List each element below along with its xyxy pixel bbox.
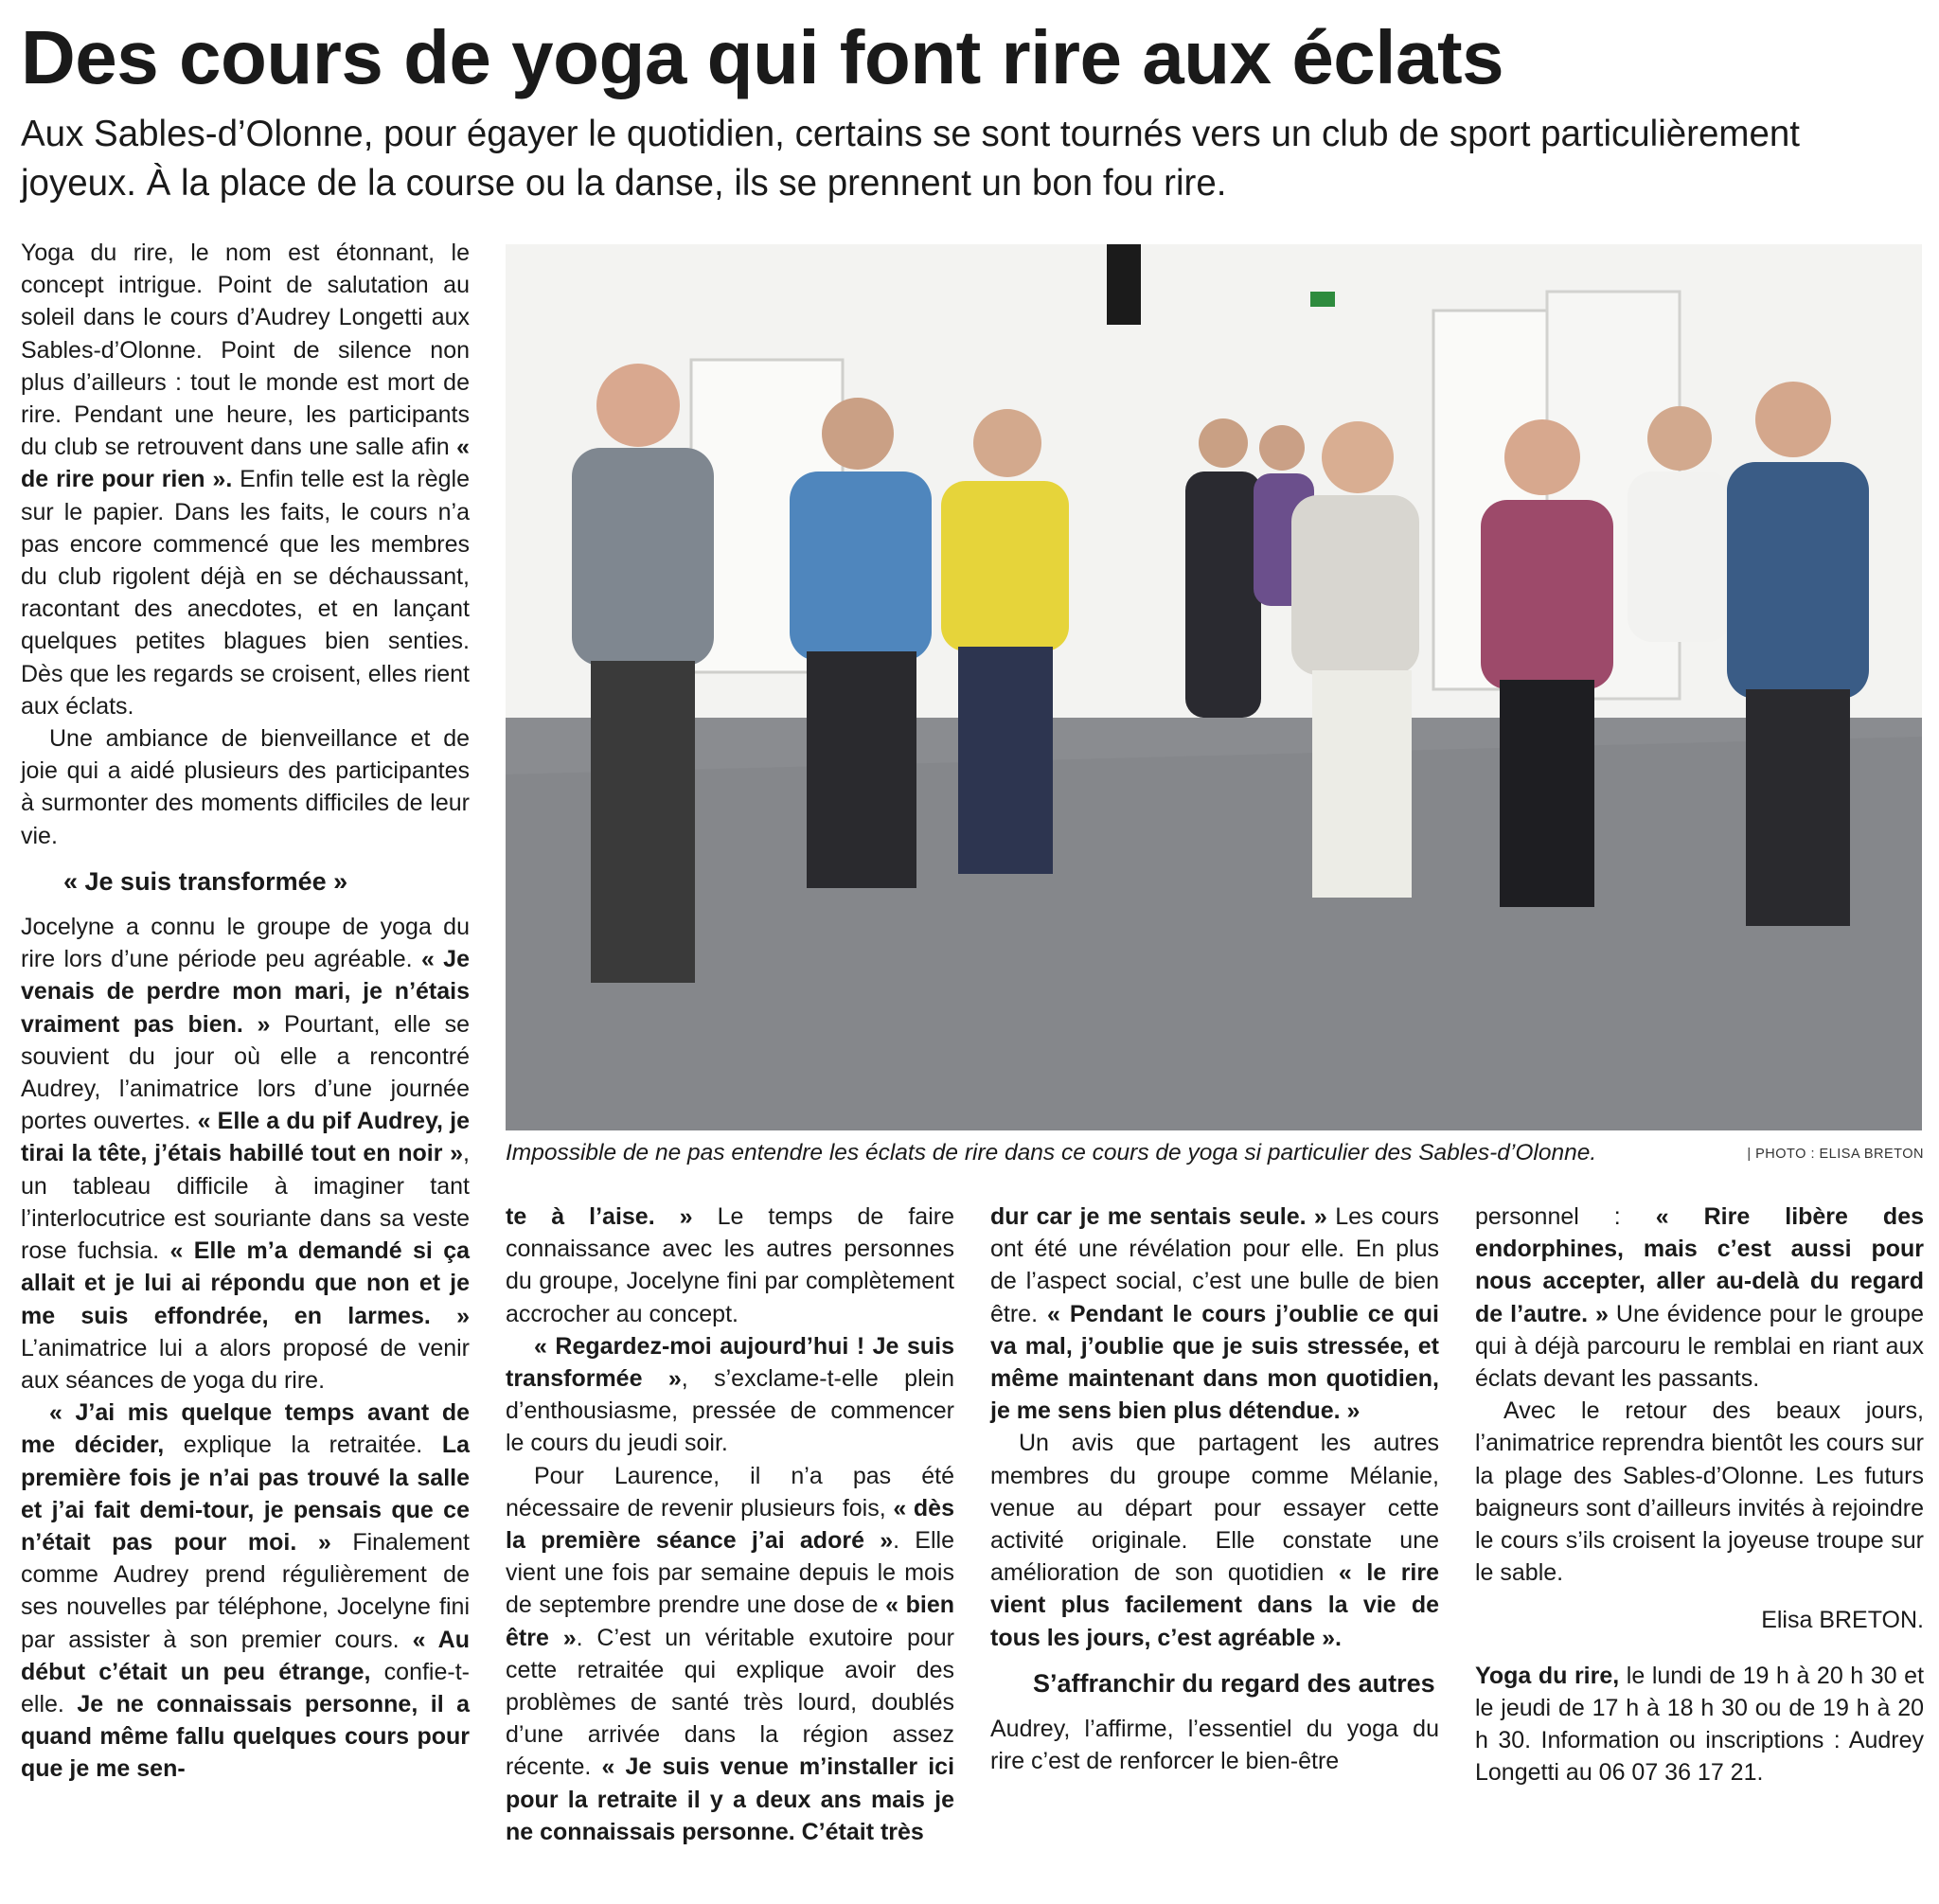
paragraph: personnel : « Rire libère des endorphines, mais c’est aussi pour nous accepter, aller au-delà du regard de l’autre. » Une évidence pour le groupe qui à déjà parcouru le remblai en riant aux éclats devant les passants. bbox=[1475, 1203, 1925, 1393]
paragraph: Pour Laurence, il n’a pas été nécessaire de revenir plusieurs fois, « dès la première séance j’ai adoré ». Elle vient une fois par semaine depuis le mois de septembre prendre une dose de « bien être ». C’est un véritable exutoire pour cette retraitée qui explique avoir des problèmes de santé très lourd, doublés d’une arrivée dans la région assez récente. « Je suis venue m’installer ici pour la retraite il y a deux ans mais je ne connaissais personne. C’était très bbox=[506, 1462, 955, 1845]
paragraph: Audrey, l’affirme, l’essentiel du yoga du rire c’est de renforcer le bien-être bbox=[990, 1716, 1439, 1775]
paragraph: « Regardez-moi aujourd’hui ! Je suis transformée », s’exclame-t-elle plein d’enthousiasme, pressée de commencer le cours du jeudi soir. bbox=[506, 1332, 954, 1457]
article-column-3 bbox=[990, 1201, 1439, 1777]
practical-info: Yoga du rire, le lundi de 19 h à 20 h 30 et le jeudi de 17 h à 18 h 30 ou de 19 h à 20 h 30. Information ou inscriptions : Audrey Longetti au 06 07 36 17 21. bbox=[1475, 1662, 1925, 1787]
paragraph: te à l’aise. » Le temps de faire connaissance avec les autres personnes du groupe, Jocelyne fini par complètement accrocher au concept. bbox=[506, 1203, 954, 1327]
article-column-2 bbox=[506, 1201, 954, 1848]
headline: Des cours de yoga qui font rire aux éclats bbox=[21, 15, 1504, 99]
article-column-4 bbox=[1475, 1201, 1924, 1788]
paragraph: « J’ai mis quelque temps avant de me décider, explique la retraitée. La première fois je n’ai pas trouvé la salle et j’ai fait demi-tour, je pensais que ce n’était pas pour moi. » Finalement comme Audrey prend régulièrement de ses nouvelles par téléphone, Jocelyne fini par assister à son premier cours. « Au début c’était un peu étrange, confie-t-elle. Je ne connaissais personne, il a quand même fallu quelques cours pour que je me sen- bbox=[21, 1399, 470, 1783]
paragraph: Une ambiance de bienveillance et de joie qui a aidé plusieurs des participantes à surmonter des moments difficiles de leur vie. bbox=[21, 725, 470, 849]
photo-caption: Impossible de ne pas entendre les éclats de rire dans ce cours de yoga si particulier des Sables-d’Olonne. bbox=[506, 1140, 1597, 1166]
lede-paragraph: Aux Sables-d’Olonne, pour égayer le quotidien, certains se sont tournés vers un club de sport particulièrement joyeux. À la place de la course ou la danse, ils se prennent un bon fou rire. bbox=[21, 114, 1800, 204]
subheading: « Je suis transformée » bbox=[63, 866, 348, 896]
subheading: S’affranchir du regard des autres bbox=[1033, 1668, 1435, 1698]
paragraph: Un avis que partagent les autres membres du groupe comme Mélanie, venue au départ pour essayer cette activité originale. Elle constate une amélioration de son quotidien « le rire vient plus facilement dans la vie de tous les jours, c’est agréable ». bbox=[990, 1430, 1440, 1651]
yoga-class-photo bbox=[506, 244, 1922, 1130]
paragraph: Avec le retour des beaux jours, l’animatrice reprendra bientôt les cours sur la plage des Sables-d’Olonne. Les futurs baigneurs sont d’ailleurs invités à rejoindre le cours s’ils croisent la joyeuse troupe sur le sable. bbox=[1475, 1397, 1924, 1587]
photo-credit: | PHOTO : ELISA BRETON bbox=[1747, 1147, 1924, 1162]
article-column-1 bbox=[21, 237, 470, 1786]
author-signature: Elisa BRETON. bbox=[1761, 1607, 1924, 1634]
paragraph: Jocelyne a connu le groupe de yoga du rire lors d’une période peu agréable. « Je venais de perdre mon mari, je n’étais vraiment pas bien. » Pourtant, elle se souvient du jour où elle a rencontré Audrey, l’animatrice lors d’une journée portes ouvertes. « Elle a du pif Audrey, je tirai la tête, j’étais habillé tout en noir », un tableau difficile à imaginer tant l’interlocutrice est souriante dans sa veste rose fuchsia. « Elle m’a demandé si ça allait et je lui ai répondu que non et je me suis effondrée, en larmes. » L’animatrice lui a alors proposé de venir aux séances de yoga du rire. bbox=[21, 914, 471, 1394]
article-photo bbox=[506, 244, 1922, 1130]
quote: « de rire pour rien ». bbox=[21, 434, 470, 493]
paragraph: Yoga du rire, le nom est étonnant, le concept intrigue. Point de salutation au soleil dans le cours d’Audrey Longetti aux Sables-d’Olonne. Point de silence non plus d’ailleurs : tout le monde est mort de rire. Pendant une heure, les participants du club se retrouvent dans une salle afin « de rire pour rien ». Enfin telle est la règle sur le papier. Dans les faits, le cours n’a pas encore commencé que les membres du club rigolent déjà en se déchaussant, racontant des anecdotes, et en lançant quelques petites blagues bien senties. Dès que les regards se croisent, elles rient aux éclats. bbox=[21, 240, 470, 720]
paragraph: dur car je me sentais seule. » Les cours ont été une révélation pour elle. En plus de l’aspect social, c’est une bulle de bien être. « Pendant le cours j’oublie ce qui va mal, j’oublie que je suis stressée, et même maintenant dans mon quotidien, je me sens bien plus détendue. » bbox=[990, 1203, 1439, 1425]
